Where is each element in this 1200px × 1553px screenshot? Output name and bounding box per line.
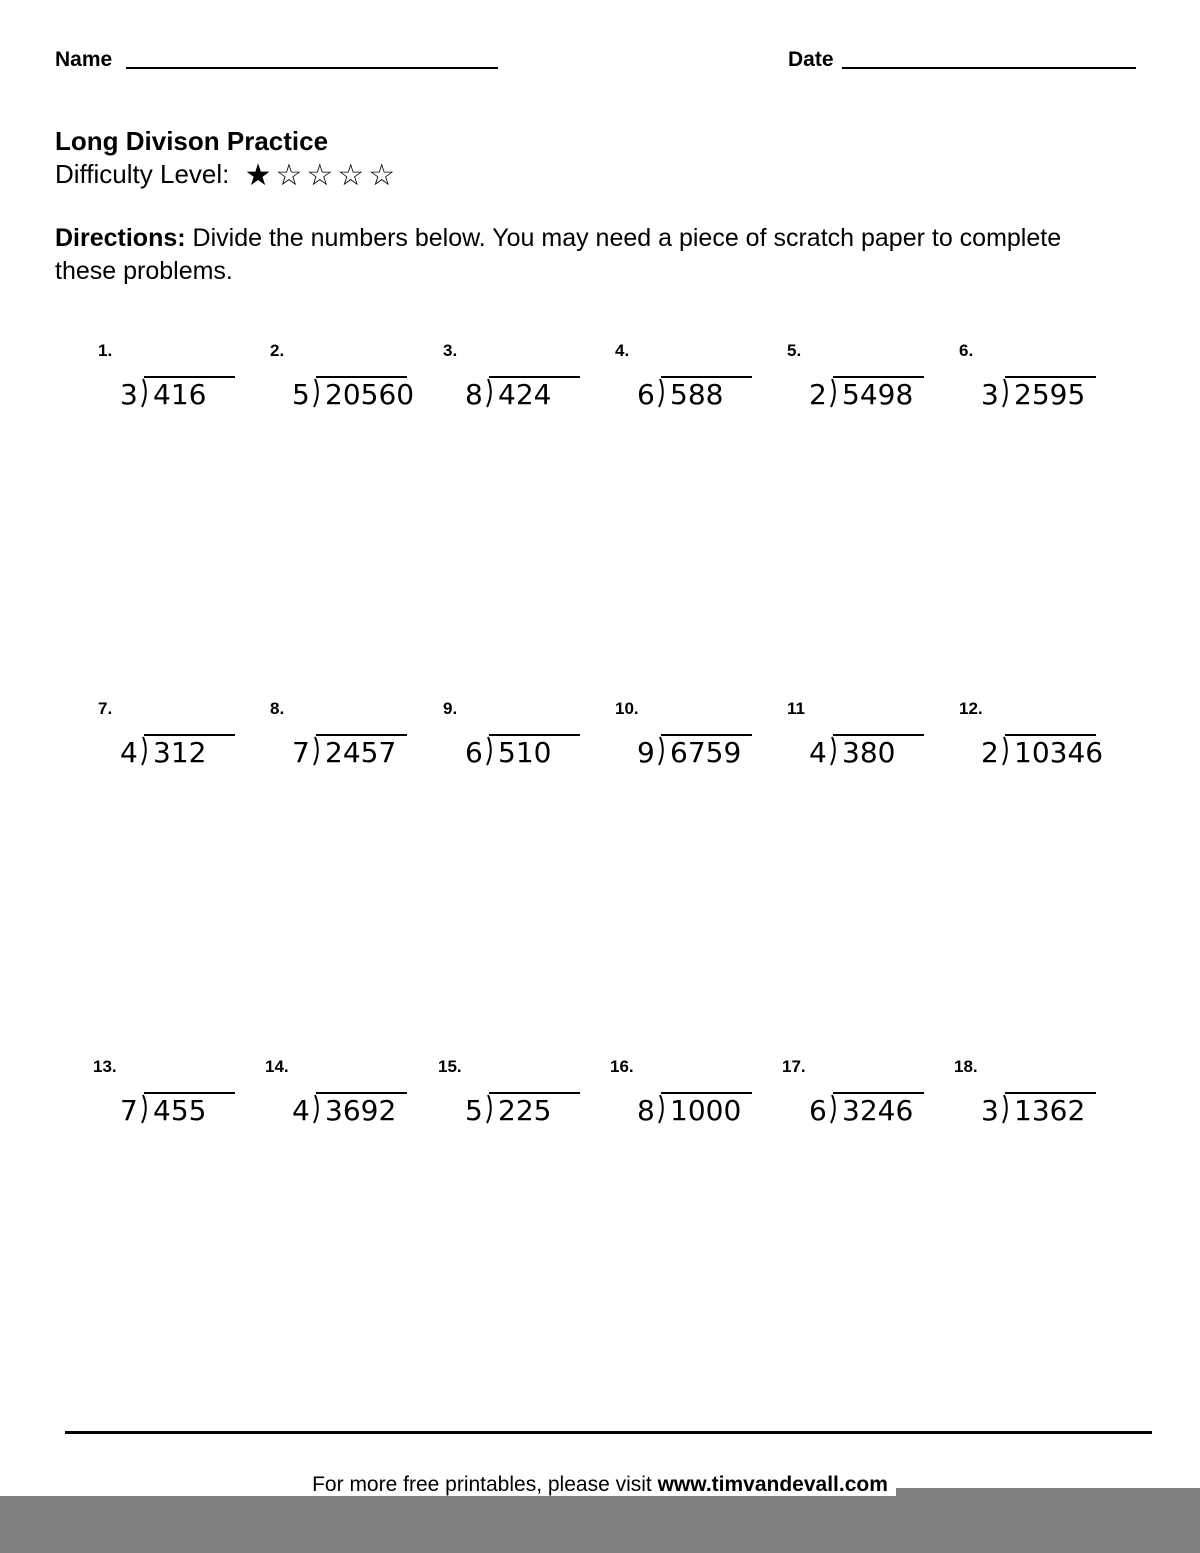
problem-number: 12. (959, 699, 983, 718)
problem-4 (615, 341, 787, 421)
division-bracket-icon (311, 736, 321, 766)
dividend: 312 (153, 736, 207, 769)
dividend: 455 (153, 1094, 207, 1127)
problem-6 (959, 341, 1131, 421)
division-bracket-icon (139, 378, 149, 408)
dividend: 2457 (325, 736, 397, 769)
divisor: 2 (981, 736, 999, 769)
divisor: 7 (292, 736, 310, 769)
divisor: 6 (809, 1094, 827, 1127)
problem-1 (98, 341, 270, 421)
problem-17 (782, 1057, 954, 1137)
problem-15 (438, 1057, 610, 1137)
problem-number: 4. (615, 341, 630, 360)
division-bracket-icon (1000, 736, 1010, 766)
dividend: 380 (842, 736, 896, 769)
date-field[interactable] (842, 67, 1136, 69)
problem-18 (954, 1057, 1126, 1137)
divisor: 4 (809, 736, 827, 769)
divisor: 6 (465, 736, 483, 769)
divisor: 9 (637, 736, 655, 769)
problem-number: 14. (265, 1057, 289, 1076)
division-bracket-icon (1000, 378, 1010, 408)
problem-3 (443, 341, 615, 421)
division-bracket-icon (484, 378, 494, 408)
dividend: 10346 (1014, 736, 1104, 769)
problem-number: 17. (782, 1057, 806, 1076)
problem-10 (615, 699, 787, 779)
problem-number: 11 (787, 699, 805, 718)
dividend: 3692 (325, 1094, 397, 1127)
problem-number: 1. (98, 341, 113, 360)
problem-number: 2. (270, 341, 285, 360)
dividend: 3246 (842, 1094, 914, 1127)
problem-16 (610, 1057, 782, 1137)
problem-number: 15. (438, 1057, 462, 1076)
dividend: 1362 (1014, 1094, 1086, 1127)
star-rating-icon: ★☆☆☆☆ (244, 158, 400, 193)
directions-label: Directions: (55, 224, 186, 252)
directions (55, 222, 1085, 288)
footer-link[interactable]: www.timvandevall.com (657, 1473, 888, 1496)
problem-5 (787, 341, 959, 421)
dividend: 1000 (670, 1094, 742, 1127)
division-bracket-icon (139, 736, 149, 766)
problem-13 (93, 1057, 265, 1137)
name-label: Name (55, 48, 113, 71)
division-bracket-icon (311, 1094, 321, 1124)
division-bracket-icon (828, 736, 838, 766)
difficulty-label: Difficulty Level: (55, 159, 230, 189)
date-label: Date (788, 48, 834, 71)
problem-9 (443, 699, 615, 779)
problem-7 (98, 699, 270, 779)
footer-divider (65, 1431, 1152, 1434)
divisor: 8 (637, 1094, 655, 1127)
problem-8 (270, 699, 442, 779)
dividend: 416 (153, 378, 207, 411)
problem-number: 7. (98, 699, 113, 718)
footer-message: For more free printables, please visit (312, 1473, 658, 1496)
divisor: 3 (981, 378, 999, 411)
problem-number: 6. (959, 341, 974, 360)
division-bracket-icon (311, 378, 321, 408)
dividend: 2595 (1014, 378, 1086, 411)
dividend: 6759 (670, 736, 742, 769)
worksheet-title: Long Divison Practice (55, 126, 329, 156)
divisor: 3 (981, 1094, 999, 1127)
dividend: 5498 (842, 378, 914, 411)
problem-11 (787, 699, 959, 779)
problem-number: 10. (615, 699, 639, 718)
divisor: 7 (120, 1094, 138, 1127)
problem-number: 8. (270, 699, 285, 718)
dividend: 424 (498, 378, 552, 411)
division-bracket-icon (484, 736, 494, 766)
problem-14 (265, 1057, 437, 1137)
problem-number: 18. (954, 1057, 978, 1076)
directions-text: Divide the numbers below. You may need a piece of scratch paper to complete these problems. (55, 224, 1062, 285)
divisor: 6 (637, 378, 655, 411)
divisor: 8 (465, 378, 483, 411)
divisor: 3 (120, 378, 138, 411)
divisor: 4 (292, 1094, 310, 1127)
division-bracket-icon (484, 1094, 494, 1124)
division-bracket-icon (828, 378, 838, 408)
dividend: 20560 (325, 378, 415, 411)
division-bracket-icon (1000, 1094, 1010, 1124)
divisor: 4 (120, 736, 138, 769)
problem-number: 16. (610, 1057, 634, 1076)
division-bracket-icon (828, 1094, 838, 1124)
divisor: 2 (809, 378, 827, 411)
name-field[interactable] (126, 67, 498, 69)
dividend: 510 (498, 736, 552, 769)
problem-number: 13. (93, 1057, 117, 1076)
divisor: 5 (465, 1094, 483, 1127)
division-bracket-icon (656, 378, 666, 408)
dividend: 588 (670, 378, 724, 411)
problem-2 (270, 341, 442, 421)
problem-number: 9. (443, 699, 458, 718)
division-bracket-icon (139, 1094, 149, 1124)
division-bracket-icon (656, 1094, 666, 1124)
difficulty-level (55, 158, 399, 193)
problem-number: 3. (443, 341, 458, 360)
problem-12 (959, 699, 1131, 779)
dividend: 225 (498, 1094, 552, 1127)
overlay-band-right (896, 1488, 1200, 1553)
divisor: 5 (292, 378, 310, 411)
division-bracket-icon (656, 736, 666, 766)
problem-number: 5. (787, 341, 802, 360)
